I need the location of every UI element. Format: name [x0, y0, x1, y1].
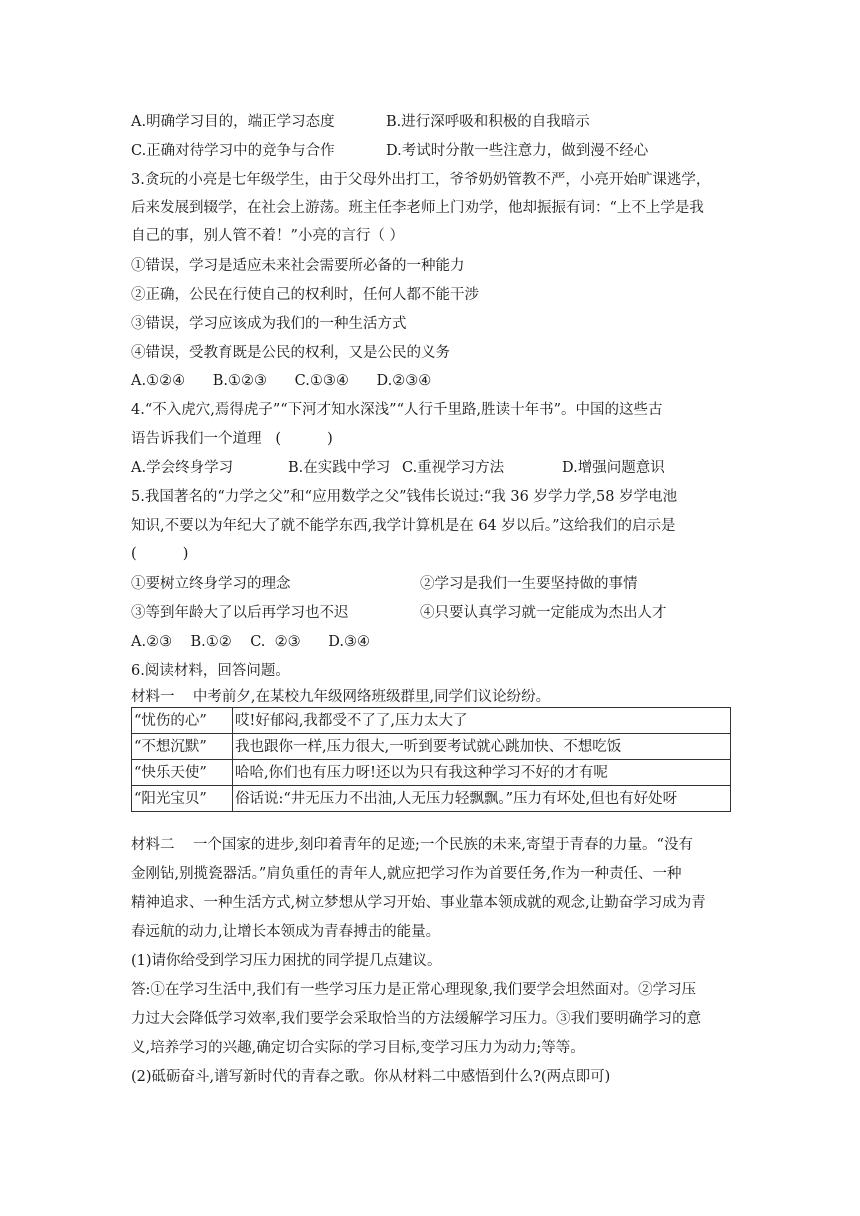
- nickname-cell: “忧伤的心”: [132, 708, 233, 734]
- q5-statement-3: ③等到年龄大了以后再学习也不迟: [131, 605, 349, 621]
- q4-option-a: A.学会终身学习: [131, 460, 234, 476]
- nickname-cell: “阳光宝贝”: [132, 786, 233, 812]
- option-a-line: [131, 111, 335, 133]
- question-part-2: (2)砥砺奋斗,谱写新时代的青春之歌。你从材料二中感悟到什么?(两点即可): [131, 1069, 611, 1085]
- q6-title: 6.阅读材料，回答问题。: [131, 663, 290, 679]
- question-part-1: (1)请你给受到学习压力困扰的同学提几点建议。: [131, 953, 442, 969]
- q4-option-d: D.增强问题意识: [562, 460, 665, 476]
- q3-line1: 3.贪玩的小亮是七年级学生，由于父母外出打工，爷爷奶奶管教不严，小亮开始旷课逃学，: [131, 172, 711, 188]
- q3-statement-2: ②正确，公民在行使自己的权利时，任何人都不能干涉: [131, 287, 479, 303]
- chat-table: [131, 707, 731, 812]
- q4-option-b: B.在实践中学习: [288, 460, 391, 476]
- nickname-cell: “不想沉默”: [132, 734, 233, 760]
- answer-line2: 力过大会降低学习效率,我们要学会采取恰当的方法缓解学习压力。③我们要明确学习的意: [131, 1011, 702, 1027]
- q5-line2: 知识,不要以为年纪大了就不能学东西,我学计算机是在 64 岁以后。”这给我们的启示是: [131, 518, 676, 534]
- material-two-line3: 精神追求、一种生活方式,树立梦想从学习开始、事业靠本领成就的观念,让勤奋学习成为青: [131, 895, 706, 911]
- q5-line3: ( ): [131, 546, 189, 562]
- answer-line1: 答:①在学习生活中,我们有一些学习压力是正常心理现象,我们要学会坦然面对。②学习压: [131, 982, 697, 998]
- option-d: D.考试时分散一些注意力，做到漫不经心: [386, 143, 649, 159]
- q4-line2: 语告诉我们一个道理 ( ): [131, 431, 333, 447]
- message-cell: 我也跟你一样,压力很大,一听到要考试就心跳加快、不想吃饭: [233, 734, 731, 760]
- nickname-cell: “快乐天使”: [132, 760, 233, 786]
- q5-options: A.②③ B.①② C. ②③ D.③④: [131, 634, 370, 650]
- material-two-line2: 金刚钻,别揽瓷器活。”肩负重任的青年人,就应把学习作为首要任务,作为一种责任、一种: [131, 866, 682, 882]
- q5-statement-1: ①要树立终身学习的理念: [131, 576, 291, 592]
- material-two-line4: 春远航的动力,让增长本领成为青春搏击的能量。: [131, 924, 441, 940]
- message-cell: 哈哈,你们也有压力呀!还以为只有我这种学习不好的才有呢: [233, 760, 731, 786]
- option-b: B.进行深呼吸和积极的自我暗示: [386, 114, 590, 130]
- material-one-intro: 材料一 中考前夕,在某校九年级网络班级群里,同学们议论纷纷。: [131, 689, 551, 705]
- table-row: [132, 708, 731, 734]
- table-row: [132, 734, 731, 760]
- q3-line3: 自己的事，别人管不着！”小亮的言行（ ）: [131, 228, 405, 244]
- answer-line3: 义,培养学习的兴趣,确定切合实际的学习目标,变学习压力为动力;等等。: [131, 1040, 585, 1056]
- q3-statement-4: ④错误，受教育既是公民的权利，又是公民的义务: [131, 345, 450, 361]
- option-c: C.正确对待学习中的竞争与合作: [131, 143, 335, 159]
- q3-statement-1: ①错误，学习是适应未来社会需要所必备的一种能力: [131, 258, 465, 274]
- q3-statement-3: ③错误，学习应该成为我们的一种生活方式: [131, 316, 407, 332]
- message-cell: 俗话说:“井无压力不出油,人无压力轻飘飘。”压力有坏处,但也有好处呀: [233, 786, 731, 812]
- q5-statement-2: ②学习是我们一生要坚持做的事情: [420, 576, 638, 592]
- material-two-line1: 材料二 一个国家的进步,刻印着青年的足迹;一个民族的未来,寄望于青春的力量。“没有: [131, 837, 693, 853]
- q3-line2: 后来发展到辍学，在社会上游荡。班主任李老师上门劝学，他却振振有词：“上不上学是我: [131, 200, 704, 216]
- option-a: A.明确学习目的，端正学习态度: [131, 114, 335, 130]
- q3-options: A.①②④ B.①②③ C.①③④ D.②③④: [131, 373, 432, 389]
- message-cell: 哎!好郁闷,我都受不了了,压力太大了: [233, 708, 731, 734]
- table-row: [132, 786, 731, 812]
- table-row: [132, 760, 731, 786]
- q4-option-c: C.重视学习方法: [402, 460, 505, 476]
- q4-line1: 4.“不入虎穴,焉得虎子”“下河才知水深浅”“人行千里路,胜读十年书”。中国的这些古: [131, 402, 663, 418]
- q5-line1: 5.我国著名的“力学之父”和“应用数学之父”钱伟长说过:“我 36 岁学力学,58 岁学电池: [131, 489, 678, 505]
- q5-statement-4: ④只要认真学习就一定能成为杰出人才: [420, 605, 667, 621]
